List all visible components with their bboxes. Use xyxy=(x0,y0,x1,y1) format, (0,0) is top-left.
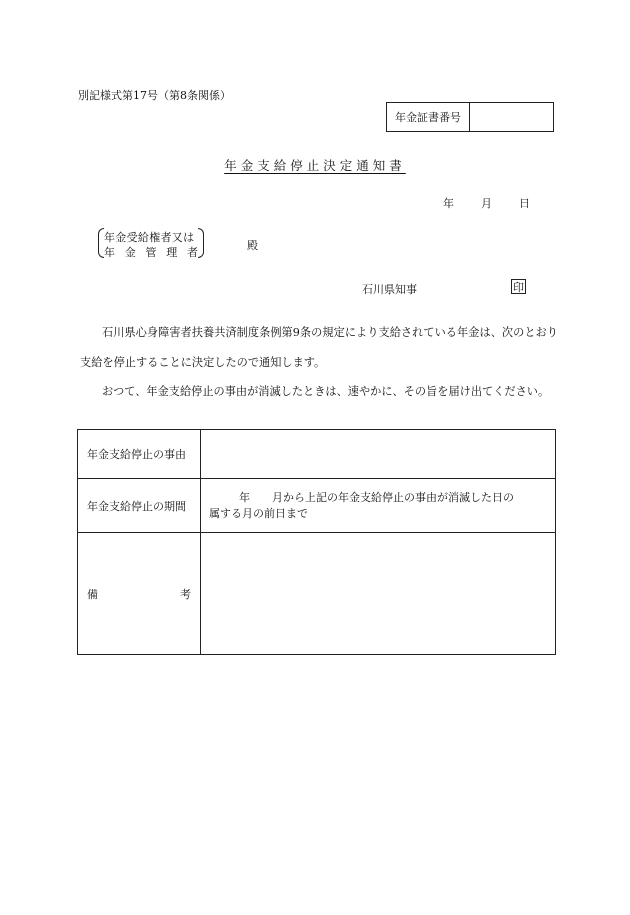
date-year: 年 xyxy=(443,197,454,210)
recipient-char: 金 xyxy=(124,246,136,259)
recipient-line2 xyxy=(104,244,198,260)
table-cell-period[interactable] xyxy=(201,479,556,533)
date-month: 月 xyxy=(481,197,492,210)
remarks-char-left: 備 xyxy=(87,587,98,601)
recipient-char: 者 xyxy=(187,246,198,259)
period-text-line1: 年 月から上記の年金支給停止の事由が消滅した日の xyxy=(239,490,514,504)
table-header-reason: 年金支給停止の事由 xyxy=(78,430,201,479)
table-cell-reason[interactable] xyxy=(201,430,556,479)
recipient-line1: 年金受給権者又は xyxy=(104,231,195,244)
body-paragraph-1: 石川県心身障害者扶養共済制度条例第9条の規定により支給されている年金は、次のとおり支給を停止することに決定したので通知します。 xyxy=(80,326,558,369)
date-day: 日 xyxy=(519,197,530,210)
details-table xyxy=(77,429,556,655)
remarks-char-right: 考 xyxy=(180,587,191,601)
recipient-char: 年 xyxy=(104,246,115,259)
form-number-label: 別記様式第17号（第8条関係） xyxy=(78,89,231,102)
seal-mark: 印 xyxy=(513,280,524,294)
period-text-line2: 属する月の前日まで xyxy=(209,506,308,520)
recipient-honorific: 殿 xyxy=(247,239,258,252)
recipient-char: 理 xyxy=(166,246,178,259)
issuer-name: 石川県知事 xyxy=(362,283,417,296)
table-header-period: 年金支給停止の期間 xyxy=(78,479,201,533)
table-row xyxy=(78,533,556,655)
recipient-char: 管 xyxy=(145,246,157,259)
body-paragraph-2: おつて、年金支給停止の事由が消滅したときは、速やかに、その旨を届け出てください。 xyxy=(102,385,550,398)
table-header-remarks xyxy=(78,533,201,655)
certificate-number-field[interactable] xyxy=(470,103,553,131)
table-row xyxy=(78,479,556,533)
table-cell-remarks[interactable] xyxy=(201,533,556,655)
certificate-number-label: 年金証書番号 xyxy=(387,103,470,131)
certificate-number-box xyxy=(386,102,554,132)
document-title xyxy=(0,156,630,174)
recipient-right-bracket xyxy=(198,228,204,258)
document-title-text: 年金支給停止決定通知書 xyxy=(224,158,406,173)
table-row xyxy=(78,430,556,479)
notice-body xyxy=(80,318,558,407)
recipient-block xyxy=(98,228,204,260)
date-line xyxy=(443,195,530,211)
